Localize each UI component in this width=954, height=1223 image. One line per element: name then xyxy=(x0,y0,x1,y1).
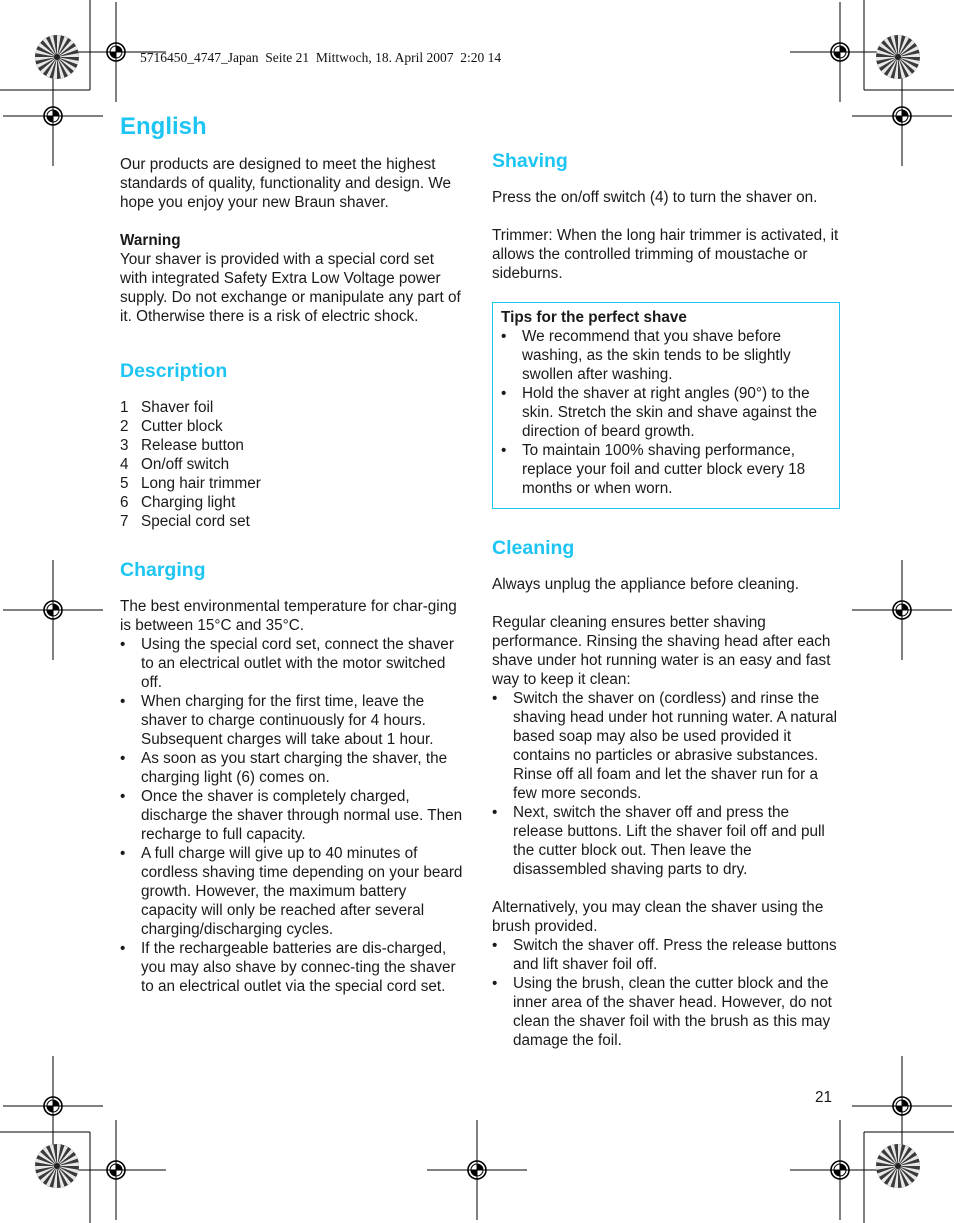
registration-crosshair xyxy=(427,1120,527,1220)
registration-crosshair xyxy=(790,2,890,102)
left-column xyxy=(120,112,465,996)
description-item: 1 Shaver foil xyxy=(120,399,214,416)
registration-sunburst xyxy=(876,1144,920,1188)
list-item: • Using the brush, clean the cutter block and the inner area of the shaver head. However, do not clean the shaver foil with the brush as this may damage the foil. xyxy=(492,975,832,1049)
intro-paragraph: Our products are designed to meet the highest standards of quality, functionality and design. We hope you enjoy your new Braun shaver. xyxy=(120,156,452,211)
warning-heading: Warning xyxy=(120,232,181,249)
description-item: 7 Special cord set xyxy=(120,513,250,530)
tips-list xyxy=(501,327,831,498)
charging-intro: The best environmental temperature for char-ging is between 15°C and 35°C. xyxy=(120,598,457,634)
list-item: • Hold the shaver at right angles (90°) to the skin. Stretch the skin and shave against the direction of beard growth. xyxy=(501,385,818,440)
description-item: 5 Long hair trimmer xyxy=(120,475,261,492)
cleaning-list xyxy=(492,689,840,879)
list-item: • Switch the shaver off. Press the release buttons and lift shaver foil off. xyxy=(492,937,837,973)
list-item: • If the rechargeable batteries are dis-charged, you may also shave by connec-ting the shaver to an electrical outlet via the special cord set. xyxy=(120,940,456,995)
registration-crosshair xyxy=(3,1056,103,1156)
description-item: 6 Charging light xyxy=(120,494,236,511)
registration-sunburst xyxy=(35,35,79,79)
list-item: • Once the shaver is completely charged, discharge the shaver through normal use. Then recharge to full capacity. xyxy=(120,788,463,843)
description-heading: Description xyxy=(120,360,228,382)
tips-box xyxy=(492,302,840,509)
list-item: • When charging for the first time, leave the shaver to charge continuously for 4 hours. Subsequent charges will take about 1 hour. xyxy=(120,693,434,748)
right-column xyxy=(492,146,840,1050)
list-item: • Using the special cord set, connect the shaver to an electrical outlet with the motor switched off. xyxy=(120,636,454,691)
description-item: 2 Cutter block xyxy=(120,418,223,435)
description-item: 4 On/off switch xyxy=(120,456,230,473)
shaving-paragraph: Press the on/off switch (4) to turn the shaver on. xyxy=(492,189,818,206)
charging-list xyxy=(120,635,465,996)
tips-heading: Tips for the perfect shave xyxy=(501,309,687,326)
list-item: • As soon as you start charging the shaver, the charging light (6) comes on. xyxy=(120,750,448,786)
shaving-heading: Shaving xyxy=(492,150,568,172)
charging-heading: Charging xyxy=(120,559,206,581)
page-number: 21 xyxy=(815,1089,833,1106)
registration-crosshair xyxy=(852,66,952,166)
registration-crosshair xyxy=(3,560,103,660)
cleaning-paragraph: Regular cleaning ensures better shaving performance. Rinsing the shaving head after each shave under hot running water is an easy and fast way to keep it clean: xyxy=(492,614,831,688)
registration-crosshair xyxy=(66,1120,166,1220)
list-item: • We recommend that you shave before washing, as the skin tends to be slightly swollen after washing. xyxy=(501,328,791,383)
list-item: • Switch the shaver on (cordless) and rinse the shaving head under hot running water. A natural based soap may also be used provided it contains no particles or abrasive substances. Rinse off all foam and let the shaver run for a few more seconds. xyxy=(492,690,838,802)
registration-sunburst xyxy=(876,35,920,79)
registration-crosshair xyxy=(852,1056,952,1156)
cleaning-heading: Cleaning xyxy=(492,537,575,559)
description-item: 3 Release button xyxy=(120,437,244,454)
list-item: • A full charge will give up to 40 minutes of cordless shaving time depending on your beard growth. However, the maximum battery capacity will only be reached after several charging/discharging cycles. xyxy=(120,845,463,938)
print-slug: 5716450_4747_Japan Seite 21 Mittwoch, 18. April 2007 2:20 14 xyxy=(140,50,502,65)
registration-crosshair xyxy=(852,560,952,660)
description-list xyxy=(120,398,465,531)
trimmer-paragraph: Trimmer: When the long hair trimmer is activated, it allows the controlled trimming of moustache or sideburns. xyxy=(492,227,839,282)
list-item: • To maintain 100% shaving performance, replace your foil and cutter block every 18 months or when worn. xyxy=(501,442,806,497)
registration-sunburst xyxy=(35,1144,79,1188)
warning-text: Your shaver is provided with a special cord set with integrated Safety Extra Low Voltage power supply. Do not exchange or manipulate any part of it. Otherwise there is a risk of electric shock. xyxy=(120,251,461,325)
cleaning-paragraph: Alternatively, you may clean the shaver using the brush provided. xyxy=(492,899,824,935)
list-item: • Next, switch the shaver off and press the release buttons. Lift the shaver foil off and pull the cutter block out. Then leave the disassembled shaving parts to dry. xyxy=(492,804,825,878)
page-title: English xyxy=(120,113,207,140)
cleaning-paragraph: Always unplug the appliance before cleaning. xyxy=(492,576,799,593)
registration-crosshair xyxy=(790,1120,890,1220)
cleaning-list xyxy=(492,936,840,1050)
registration-crosshair xyxy=(3,66,103,166)
